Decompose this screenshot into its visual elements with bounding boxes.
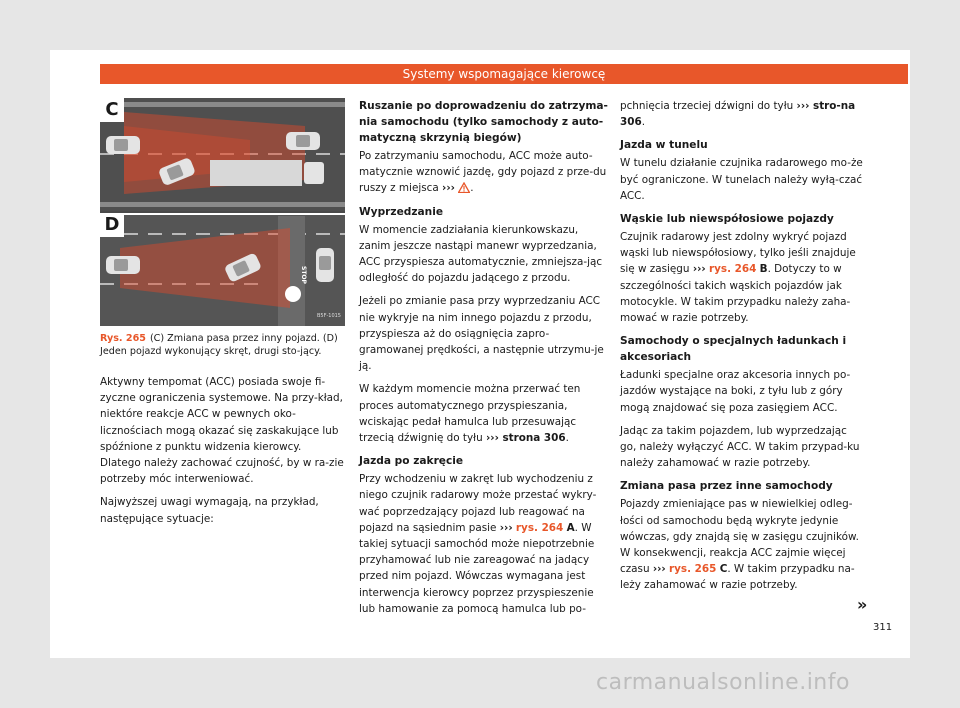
section-header: Systemy wspomagające kierowcę <box>100 64 908 84</box>
crossref-link[interactable]: ››› strona 306 <box>486 432 566 445</box>
heading: Wąskie lub niewspółosiowe pojazdy <box>620 213 834 226</box>
paragraph: Po zatrzymaniu samochodu, ACC może auto-matycznie wznowić jazdę, gdy pojazd z prze-du ruszy z miejsca ››› . <box>359 150 607 195</box>
heading: Zmiana pasa przez inne samochody <box>620 480 833 493</box>
figure-caption <box>100 332 345 358</box>
paragraph: Czujnik radarowy jest zdolny wykryć pojazd wąski lub niewspółosiowy, tylko jeśli znajduje się w zasięgu ››› rys. 264 B. Dotyczy to w szczególności takich wąskich pojazdów jak motocykle. W takim przypadku należy zaha-mować w razie potrzeby. <box>620 231 856 325</box>
caption-text: (C) Zmiana pasa przez inny pojazd. (D) Jeden pojazd wykonujący skręt, drugi sto-jący. <box>100 333 338 357</box>
crossref-arrow: ››› <box>692 263 706 276</box>
paragraph: Ładunki specjalne oraz akcesoria innych po-jazdów wystające na boki, z tyłu lub z góry mogą znajdować się poza zasięgiem ACC. <box>620 369 851 414</box>
crossref-link[interactable]: ››› stro-na 306 <box>620 100 856 129</box>
column-right <box>620 98 865 601</box>
truck-c <box>210 160 324 186</box>
manual-page <box>50 50 910 658</box>
panel-letter-c: C <box>100 98 124 122</box>
warning-icon[interactable] <box>458 182 470 193</box>
figure-acc-scenarios <box>100 98 345 326</box>
crossref-arrow: ››› <box>442 182 455 195</box>
figure-ref-link[interactable]: rys. 265 <box>669 563 717 576</box>
stop-sign-icon <box>285 286 301 302</box>
paragraph: W tunelu działanie czujnika radarowego mo-że być ograniczone. W tunelach należy wyłą-czać ACC. <box>620 157 863 202</box>
road-illustration <box>100 98 345 326</box>
paragraph: W momencie zadziałania kierunkowskazu, zanim jeszcze nastąpi manewr wyprzedzania, ACC przyspiesza automatycznie, zmniejsza-jąc odległość do pojazdu jadącego z przodu. <box>359 223 603 285</box>
column-left <box>100 98 345 534</box>
paragraph: Pojazdy zmieniające pas w niewielkiej odleg-łości od samochodu będą wykryte jedynie wówczas, gdy znajdą się w zasięgu czujników. W konsekwencji, reakcja ACC zajmie więcej czasu ››› rys. 265 C. W takim przypadku na-leży zahamować w razie potrzeby. <box>620 498 859 592</box>
crossref-arrow: ››› <box>499 521 513 534</box>
car-ego-c <box>106 136 140 154</box>
figure-ref-link[interactable]: rys. 264 <box>515 521 564 534</box>
figure-code: B5F-1015 <box>316 312 341 319</box>
paragraph: Jadąc za takim pojazdem, lub wyprzedzając go, należy wyłączyć ACC. W takim przypad-ku należy zahamować w razie potrzeby. <box>620 424 860 470</box>
column-middle <box>359 98 609 624</box>
paragraph: Aktywny tempomat (ACC) posiada swoje fi-zyczne ograniczenia systemowe. Na przy-kład, niektóre reakcje ACC w pewnych oko-licznościach mogą okazać się zaskakujące lub spóźnione z punktu widzenia kierowcy. Dlatego należy zachować czujność, by w ra-zie potrzeby móc interweniować. <box>100 376 344 486</box>
heading: Wyprzedzanie <box>359 205 444 218</box>
paragraph: W każdym momencie można przerwać ten proces automatycznego przyspieszania, wciskając pedał hamulca lub przesuwając trzecią dźwignię do tyłu ››› strona 306. <box>359 383 581 445</box>
car-ego-d <box>106 256 140 274</box>
heading: Jazda po zakręcie <box>359 455 464 468</box>
car-front-c <box>286 132 320 150</box>
heading: Ruszanie po doprowadzeniu do zatrzyma-nia samochodu (tylko samochody z auto-matyczną skrzynią biegów) <box>359 100 608 144</box>
figure-number: Rys. 265 <box>100 333 146 344</box>
heading: Samochody o specjalnych ładunkach i akcesoriach <box>620 335 847 364</box>
page-number: 311 <box>873 622 893 633</box>
panel-letter-d: D <box>100 213 124 237</box>
figure-ref-link[interactable]: rys. 264 <box>708 263 757 276</box>
watermark: carmanualsonline.info <box>596 670 850 695</box>
paragraph: Najwyższej uwagi wymagają, na przykład, następujące sytuacje: <box>100 496 319 525</box>
car-stopped-d <box>316 248 334 282</box>
stop-road-marking: STOP <box>300 266 307 284</box>
crossref-arrow: ››› <box>652 563 666 576</box>
paragraph: pchnięcia trzeciej dźwigni do tyłu ››› stro-na 306. <box>620 100 856 129</box>
paragraph: Jeżeli po zmianie pasa przy wyprzedzaniu ACC nie wykryje na nim innego pojazdu z przodu, przyspiesza aż do osiągnięcia zapro-gramowanej prędkości, a następnie utrzymu-je ją. <box>359 295 604 373</box>
paragraph: Przy wchodzeniu w zakręt lub wychodzeniu z niego czujnik radarowy może przestać wykry-wać poprzedzający pojazd lub reagować na pojazd na sąsiednim pasie ››› rys. 264 A. W takiej sytuacji samochód może niepotrzebnie przyhamować lub nie zareagować na jadący przed nim pojazd. Wówczas wymagana jest interwencja kierowcy poprzez przyspieszenie lub hamowanie za pomocą hamulca lub po- <box>359 473 597 615</box>
continue-mark: » <box>857 595 868 614</box>
heading: Jazda w tunelu <box>620 139 708 152</box>
